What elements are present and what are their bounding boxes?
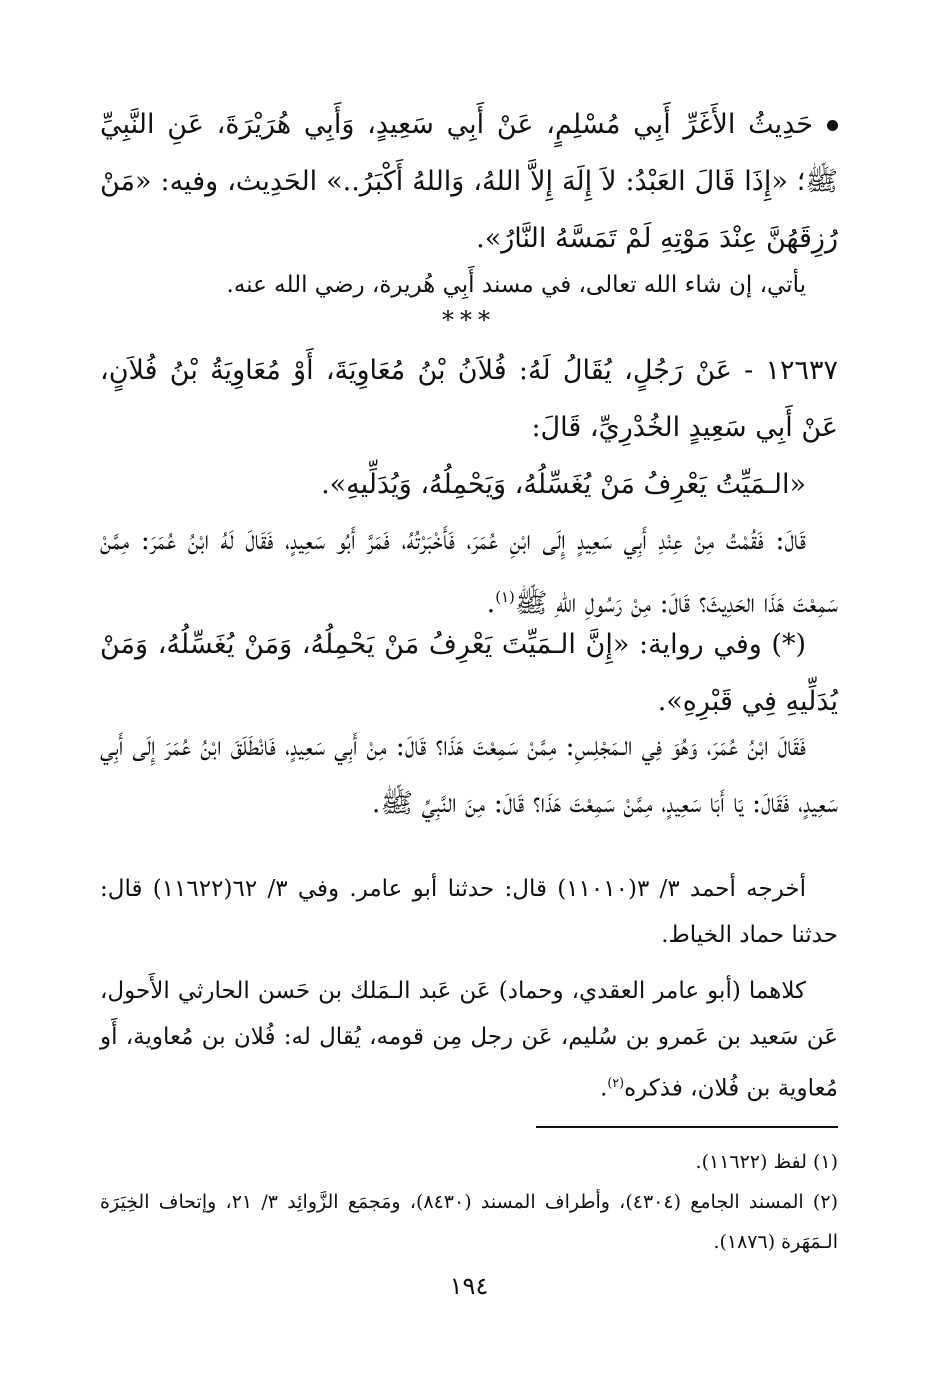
footnote-divider (536, 1126, 838, 1128)
paragraph-ibn-umar: فَقَالَ ابْنُ عُمَرَ، وَهُوَ فِي الـمَجْلِسِ: مِمَّنْ سَمِعْتَ هَذَا؟ قَالَ: مِنْ أَبِي سَعِيدٍ، فَانْطَلَقَ ابْنُ عُمَرَ إِلَى أَبِي سَعِيدٍ، فَقَالَ: يَا أَبَا سَعِيدٍ، مِمَّنْ سَمِعْتَ هَذَا؟ قَالَ: مِنَ النَّبِيِّ ﷺ. (100, 731, 838, 819)
paragraph-takhrij: أخرجه أحمد ٣/ ٣(١١٠١٠) قال: حدثنا أبو عامر. وفي ٣/ ٦٢(١١٦٢٢) قال: حدثنا حماد الخياط. (100, 876, 838, 948)
paragraph-variant-riwaya: (*) وفي رواية: «إِنَّ الـمَيِّتَ يَعْرِفُ مَنْ يَحْمِلُهُ، وَمَنْ يُغَسِّلُهُ، وَمَنْ يُدَلِّيهِ فِي قَبْرِهِ». (100, 629, 838, 717)
page-number: ١٩٤ (449, 1272, 489, 1300)
footnote-1: (١) لفظ (١١٦٢٢). (695, 1151, 838, 1173)
bullet-icon (827, 120, 838, 131)
footnote-2: (٢) المسند الجامع (٤٣٠٤)، وأطراف المسند (٨٤٣٠)، ومَجمَع الزَّوائِد ٣/ ٢١، وإتحاف الخِيَرَة الـمَهَرة (١٨٧٦). (100, 1191, 838, 1253)
paragraph-narration: قَالَ: فَقُمْتُ مِنْ عِنْدِ أَبِي سَعِيدٍ إِلَى ابْنِ عُمَرَ، فَأَخْبَرْتُهُ، فَمَرَّ أَبُو سَعِيدٍ، فَقَالَ لَهُ ابْنُ عُمَرَ: مِمَّنْ سَمِعْتَ هَذَا الحَدِيثَ؟ قَالَ: مِنْ رَسُولِ اللهِ ﷺ$^{(١)}$. (100, 525, 838, 619)
section-separator: *** (442, 306, 496, 334)
paragraph-hadith-text: «الـمَيِّتُ يَعْرِفُ مَنْ يُغَسِّلُهُ، وَيَحْمِلُهُ، وَيُدَلِّيهِ». (321, 469, 806, 500)
footnote-ref-1: (١) (495, 588, 515, 606)
paragraph-hadith-12637: ١٢٦٣٧ - عَنْ رَجُلٍ، يُقَالُ لَهُ: فُلاَنُ بْنُ مُعَاوِيَةَ، أَوْ مُعَاوِيَةُ بْنُ فُلاَنٍ، عَنْ أَبِي سَعِيدٍ الخُدْرِيِّ، قَالَ: (100, 355, 838, 443)
paragraph-cross-reference: يأتي، إن شاء الله تعالى، في مسند أَبِي هُريرة، رضي الله عنه. (226, 272, 806, 298)
footnote-ref-2: (٢) (607, 1075, 625, 1090)
paragraph-isnad: كلاهما (أبو عامر العقدي، وحماد) عَن عَبد الـمَلك بن حَسن الحارثي الأَحول، عَن سَعيد بن عَمرو بن سُليم، عَن رجل مِن قومه، يُقال له: فُلان بن مُعاوية، أَو مُعاوية بن فُلان، فذكره$^{(٢)}$. (100, 978, 838, 1102)
paragraph-hadith-aghar: حَدِيثُ الأَغَرِّ أَبِي مُسْلِمٍ، عَنْ أَبِي سَعِيدٍ، وَأَبِي هُرَيْرَةَ، عَنِ النَّبِيِّ ﷺ؛ «إِذَا قَالَ العَبْدُ: لاَ إِلَهَ إِلاَّ اللهُ، وَاللهُ أَكْبَرُ..» الحَدِيث، وفيه: «مَنْ رُزِقَهُنَّ عِنْدَ مَوْتِهِ لَمْ تَمَسَّهُ النَّارُ». (100, 109, 838, 254)
